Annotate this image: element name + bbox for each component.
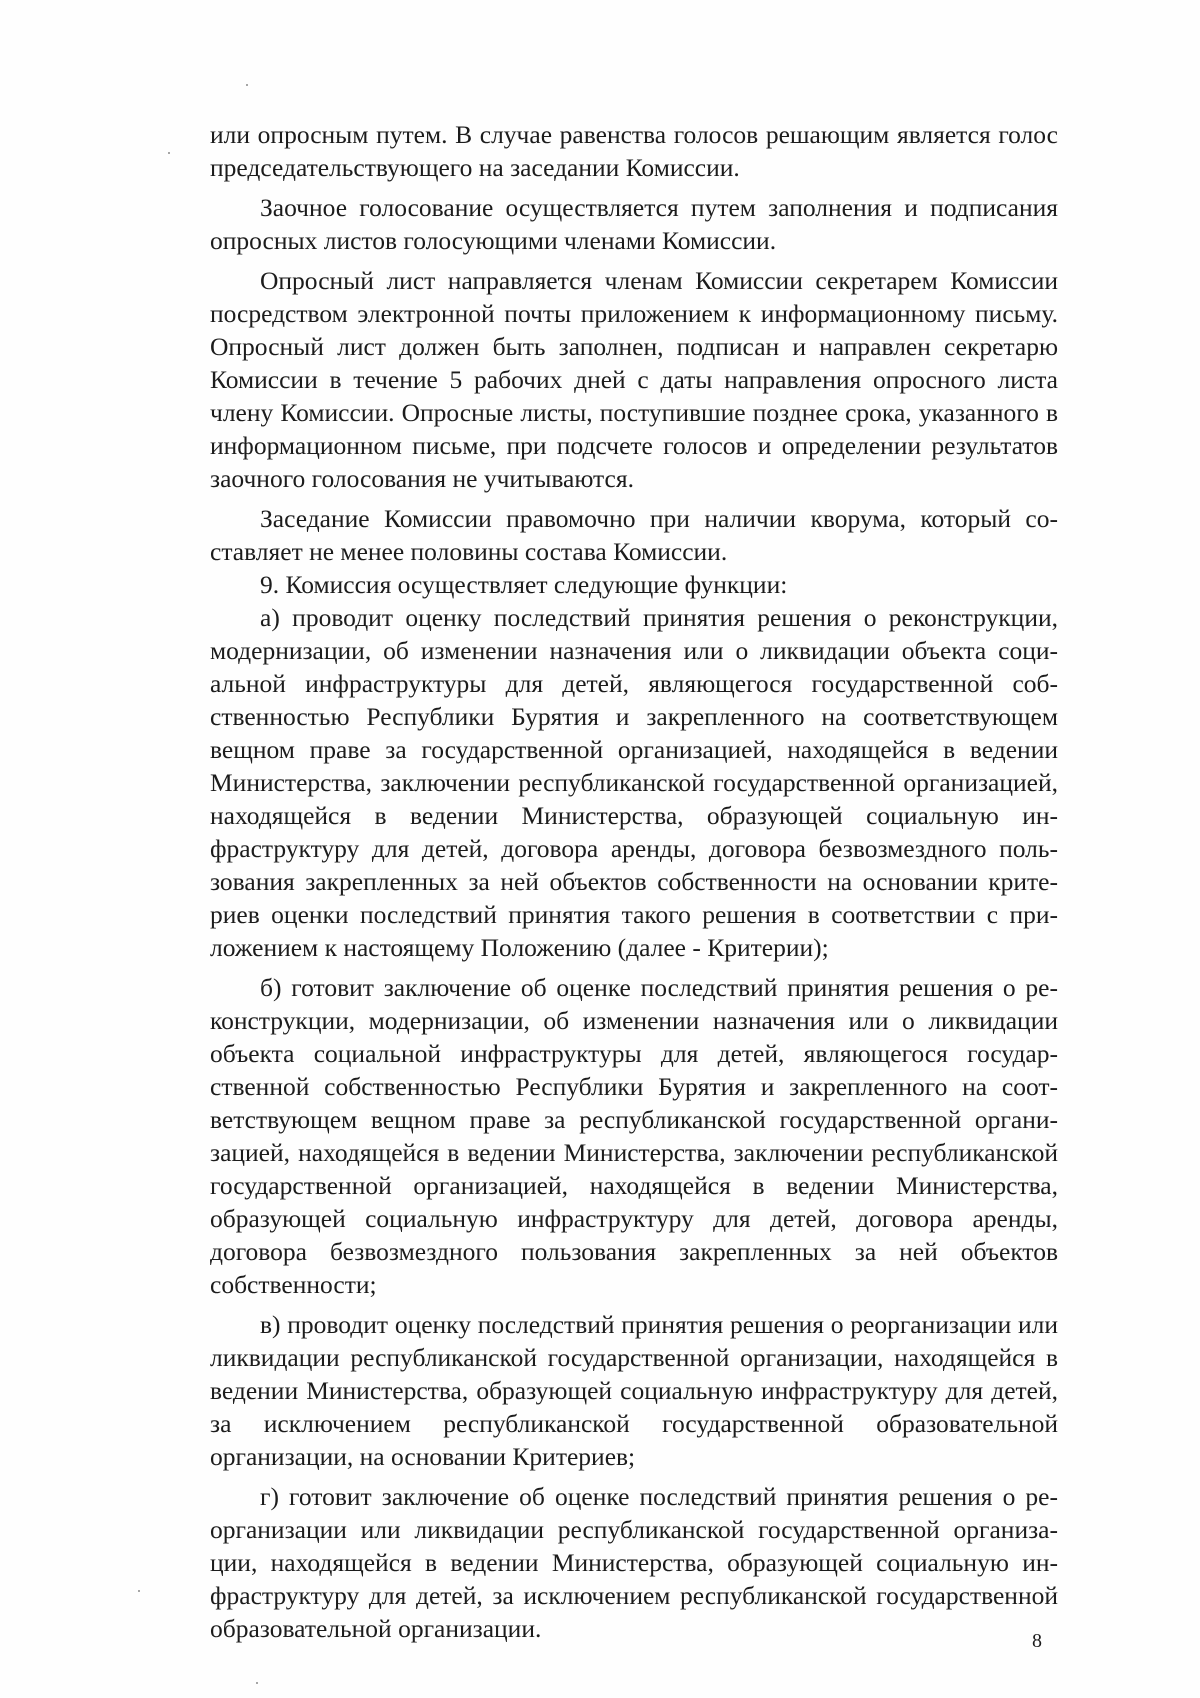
paragraph-absentee-voting: Заочное голосование осуществляется путем заполнения и подписания опросных листов голосующими членами Комиссии. [210, 193, 1058, 255]
paragraph-continuation: или опросным путем. В случае равенства голосов решающим является голос председательствующего на заседании Комиссии. [210, 120, 1058, 182]
paragraph-functions-heading: 9. Комиссия осуществляет следующие функции: [260, 570, 788, 599]
paragraph-function-g: г) готовит заключение об оценке последствий принятия решения о реорганизации или ликвидации республиканской государственной организации, находящейся в ведении Министерства, образующей социальную инфраструктуру для детей, за исключением республиканской государственной образовательной организации. [210, 1482, 1058, 1643]
scan-speck [246, 84, 248, 86]
scan-speck [256, 1682, 258, 1684]
scan-speck [138, 1590, 140, 1592]
paragraph-function-a: а) проводит оценку последствий принятия решения о реконструкции, модернизации, об изменении назначения или о ликвидации объекта социальной инфраструктуры для детей, являющегося государственной собственностью Республики Бурятия и закрепленного на соответствующем вещном праве за государственной организацией, находящейся в ведении Министерства, заключении республиканской государственной организацией, находящейся в ведении Министерства, образующей социальную инфраструктуру для детей, договора аренды, договора безвозмездного пользования закрепленных за ней объектов собственности на основании критериев оценки последствий принятия такого решения в соответствии с приложением к настоящему Положению (далее - Критерии); [210, 603, 1058, 962]
paragraph-quorum: Заседание Комиссии правомочно при наличии кворума, который составляет не менее половины состава Комиссии. [210, 504, 1058, 566]
paragraph-function-b: б) готовит заключение об оценке последствий принятия решения о реконструкции, модернизации, об изменении назначения или о ликвидации объекта социальной инфраструктуры для детей, являющегося государственной собственностью Республики Бурятия и закрепленного на соответствующем вещном праве за республиканской государственной организацией, находящейся в ведении Министерства, заключении республиканской государственной организацией, находящейся в ведении Министерства, образующей социальную инфраструктуру для детей, договора аренды, договора безвозмездного пользования закрепленных за ней объектов собственности; [210, 973, 1058, 1299]
document-body [210, 118, 1058, 1645]
scan-speck [168, 152, 170, 154]
paragraph-function-v: в) проводит оценку последствий принятия решения о реорганизации или ликвидации республиканской государственной организации, находящейся в ведении Министерства, образующей социальную инфраструктуру для детей, за исключением республиканской государственной образовательной организации, на основании Критериев; [210, 1310, 1058, 1471]
page-number: 8 [1032, 1630, 1042, 1652]
paragraph-questionnaire: Опросный лист направляется членам Комиссии секретарем Комиссии посредством электронной почты приложением к информационному письму. Опросный лист должен быть заполнен, подписан и направлен секретарю Комиссии в течение 5 рабочих дней с даты направления опросного листа члену Комиссии. Опросные листы, поступившие позднее срока, указанного в информационном письме, при подсчете голосов и определении результатов заочного голосования не учитываются. [210, 266, 1058, 493]
